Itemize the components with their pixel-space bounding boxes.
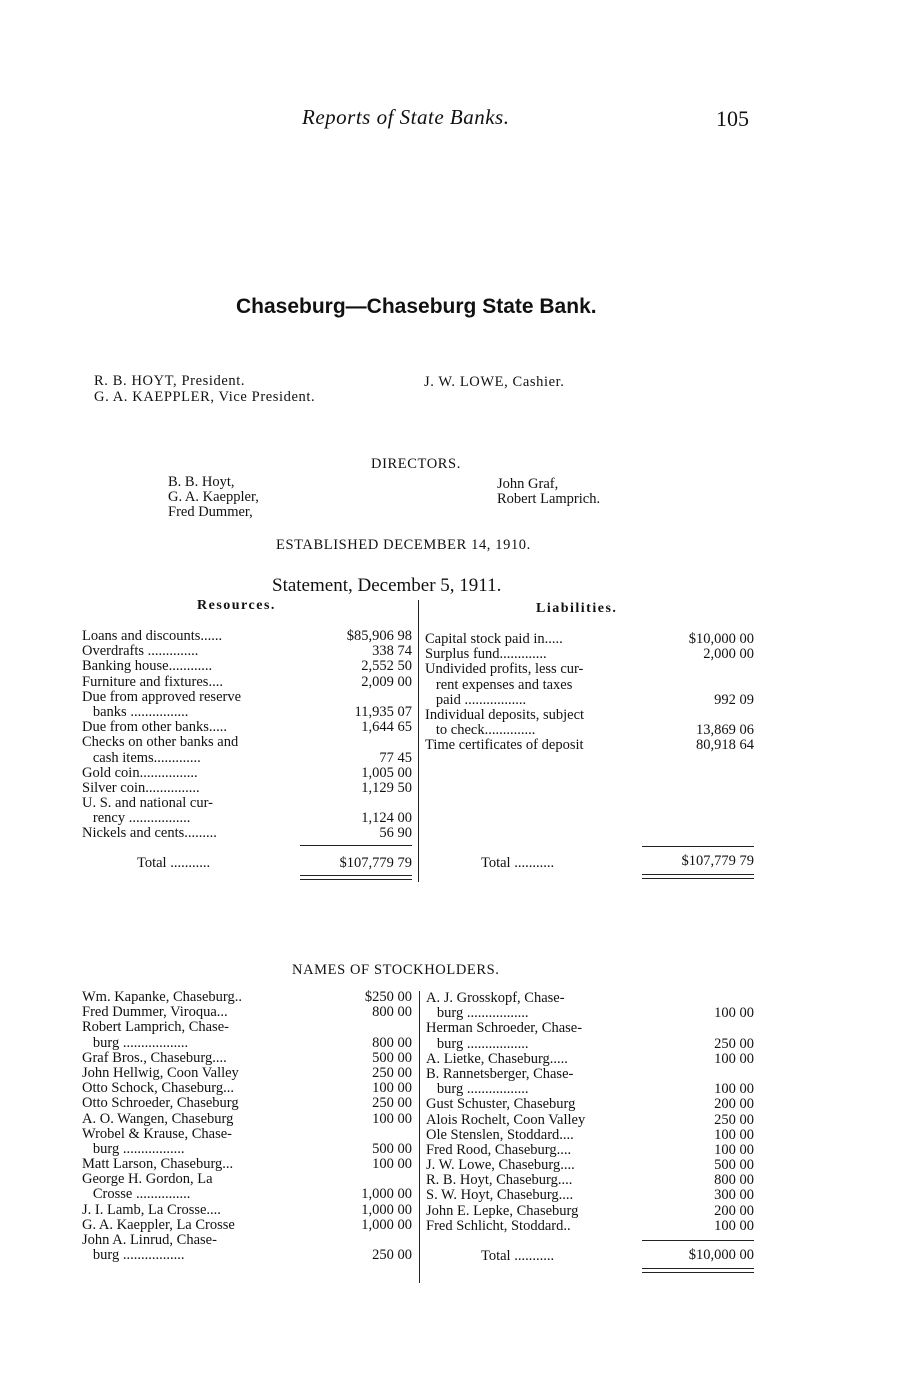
- director-name: G. A. Kaeppler,: [168, 489, 259, 506]
- stockholder-amount: [300, 1233, 412, 1248]
- liability-value: [642, 662, 754, 677]
- resource-value: 1,644 65: [361, 719, 412, 736]
- stockholder-amount: 100 00: [372, 1080, 412, 1097]
- stockholder-amount: 1,000 00: [361, 1201, 412, 1218]
- resources-double-rule-bottom: [300, 879, 412, 880]
- resource-value: [300, 735, 412, 750]
- stockholder-amount: 500 00: [372, 1140, 412, 1157]
- stockholder-amount: 250 00: [372, 1064, 412, 1081]
- stockholders-double-rule-bottom: [642, 1272, 754, 1273]
- statement-heading: Statement, December 5, 1911.: [272, 575, 502, 596]
- stockholder-name: John A. Linrud, Chase-: [82, 1232, 217, 1248]
- stockholder-amount: [300, 1172, 412, 1187]
- officer-vice-president: G. A. KAEPPLER, Vice President.: [94, 389, 316, 405]
- stockholder-amount: 100 00: [714, 1081, 754, 1098]
- director-name: John Graf,: [497, 476, 559, 492]
- resource-label: Nickels and cents.........: [82, 825, 217, 842]
- resource-value: [300, 796, 412, 811]
- stockholder-amount: [300, 1020, 412, 1035]
- liability-label: to check..............: [425, 722, 536, 739]
- stockholder-name: Fred Dummer, Viroqua...: [82, 1004, 228, 1021]
- resource-value: 1,129 50: [361, 779, 412, 796]
- liability-label: Capital stock paid in.....: [425, 631, 563, 647]
- stockholder-name: John Hellwig, Coon Valley: [82, 1064, 239, 1081]
- resources-labels: [82, 629, 241, 842]
- officer-president: R. B. HOYT, President.: [94, 373, 246, 389]
- stockholder-name: Fred Schlicht, Stoddard..: [426, 1217, 571, 1234]
- stockholder-name: S. W. Hoyt, Chaseburg....: [426, 1187, 574, 1204]
- stockholder-name: Otto Schroeder, Chaseburg: [82, 1095, 239, 1112]
- stockholder-amount: 1,000 00: [361, 1186, 412, 1203]
- stockholder-name: burg .................: [82, 1247, 185, 1264]
- stockholder-amount: 100 00: [714, 1126, 754, 1143]
- resource-value: [300, 690, 412, 705]
- running-header-title: Reports of State Banks.: [302, 105, 510, 129]
- resource-value: 2,552 50: [361, 658, 412, 675]
- stockholders-left-values: [300, 990, 412, 1263]
- resource-label: Checks on other banks and: [82, 734, 239, 751]
- stockholder-amount: 100 00: [714, 1141, 754, 1158]
- resource-label: Silver coin...............: [82, 779, 200, 796]
- stockholder-name: Graf Bros., Chaseburg....: [82, 1049, 227, 1066]
- stockholder-amount: 250 00: [714, 1035, 754, 1052]
- liabilities-total-label: Total ...........: [481, 855, 555, 871]
- stockholder-name: Matt Larson, Chaseburg...: [82, 1156, 234, 1173]
- liability-label: Individual deposits, subject: [425, 706, 585, 723]
- resources-double-rule-top: [300, 875, 412, 876]
- stockholder-name: Crosse ...............: [82, 1186, 191, 1203]
- liability-value: [642, 708, 754, 723]
- resource-label: Overdrafts ..............: [82, 643, 199, 660]
- stockholder-name: Gust Schuster, Chaseburg: [426, 1096, 576, 1113]
- stockholder-name: Ole Stenslen, Stoddard....: [426, 1126, 574, 1143]
- liability-value: 80,918 64: [696, 737, 754, 754]
- stockholder-name: Wm. Kapanke, Chaseburg..: [82, 989, 242, 1005]
- stockholders-sum-rule: [642, 1240, 754, 1241]
- liability-label: Surplus fund.............: [425, 646, 547, 663]
- stockholder-name: J. W. Lowe, Chaseburg....: [426, 1157, 575, 1174]
- statement-divider: [418, 600, 419, 882]
- stockholder-amount: 200 00: [714, 1202, 754, 1219]
- stockholder-amount: 250 00: [714, 1111, 754, 1128]
- director-name: B. B. Hoyt,: [168, 474, 235, 490]
- stockholder-amount: 800 00: [714, 1172, 754, 1189]
- established-line: ESTABLISHED DECEMBER 14, 1910.: [276, 537, 531, 553]
- liability-label: rent expenses and taxes: [425, 676, 573, 693]
- stockholder-amount: 100 00: [714, 1005, 754, 1022]
- resource-value: 338 74: [372, 643, 412, 660]
- resource-label: Due from approved reserve: [82, 688, 242, 705]
- stockholder-name: burg .................: [426, 1081, 529, 1098]
- resource-value: 1,005 00: [361, 764, 412, 781]
- stockholder-amount: 250 00: [372, 1247, 412, 1264]
- director-name: Robert Lamprich.: [497, 491, 601, 508]
- resource-value: 56 90: [379, 825, 412, 842]
- liabilities-values: [642, 632, 754, 754]
- resource-label: Loans and discounts......: [82, 628, 223, 644]
- directors-left-list: [168, 475, 259, 521]
- bank-title: Chaseburg—Chaseburg State Bank.: [236, 295, 597, 318]
- resource-label: cash items.............: [82, 749, 201, 766]
- stockholder-amount: 100 00: [372, 1156, 412, 1173]
- resources-values: [300, 629, 412, 842]
- stockholder-amount: 800 00: [372, 1004, 412, 1021]
- stockholder-name: B. Rannetsberger, Chase-: [426, 1065, 574, 1082]
- director-name: Fred Dummer,: [168, 504, 253, 521]
- resource-value: 77 45: [379, 749, 412, 766]
- stockholder-name: A. O. Wangen, Chaseburg: [82, 1110, 234, 1127]
- stockholder-name: Wrobel & Krause, Chase-: [82, 1125, 233, 1142]
- stockholder-amount: 500 00: [372, 1049, 412, 1066]
- stockholder-amount: 800 00: [372, 1034, 412, 1051]
- stockholder-amount: 200 00: [714, 1096, 754, 1113]
- stockholder-amount: 250 00: [372, 1095, 412, 1112]
- stockholder-name: J. I. Lamb, La Crosse....: [82, 1201, 221, 1218]
- stockholder-name: burg .................: [426, 1035, 529, 1052]
- stockholder-amount: [642, 1021, 754, 1036]
- stockholder-name: burg .................: [426, 1005, 529, 1022]
- resource-label: rency .................: [82, 810, 191, 827]
- stockholders-divider: [419, 991, 420, 1283]
- directors-right-list: [497, 477, 600, 507]
- stockholders-double-rule-top: [642, 1268, 754, 1269]
- stockholder-amount: $250 00: [364, 989, 412, 1005]
- resource-value: $85,906 98: [346, 628, 412, 644]
- stockholder-amount: [642, 991, 754, 1006]
- page-number: 105: [716, 106, 749, 131]
- liabilities-sum-rule: [642, 846, 754, 847]
- stockholder-name: G. A. Kaeppler, La Crosse: [82, 1216, 235, 1233]
- resource-label: banks ................: [82, 703, 189, 720]
- liability-value: [642, 678, 754, 693]
- stockholder-amount: 100 00: [714, 1217, 754, 1234]
- stockholder-name: Herman Schroeder, Chase-: [426, 1020, 583, 1037]
- stockholder-name: Robert Lamprich, Chase-: [82, 1019, 229, 1036]
- liability-value: 13,869 06: [696, 722, 754, 739]
- stockholder-name: burg ..................: [82, 1034, 189, 1051]
- stockholder-amount: 100 00: [372, 1110, 412, 1127]
- resource-label: Banking house............: [82, 658, 213, 675]
- liabilities-double-rule-top: [642, 874, 754, 875]
- stockholder-name: A. Lietke, Chaseburg.....: [426, 1050, 568, 1067]
- stockholders-heading: NAMES OF STOCKHOLDERS.: [292, 962, 500, 978]
- stockholders-right-labels: [426, 991, 585, 1234]
- liability-value: 992 09: [714, 691, 754, 708]
- resource-label: Gold coin................: [82, 764, 198, 781]
- stockholder-name: R. B. Hoyt, Chaseburg....: [426, 1172, 573, 1189]
- resources-sum-rule: [300, 845, 412, 846]
- stockholder-amount: [642, 1067, 754, 1082]
- stockholders-total-value: $10,000 00: [688, 1247, 754, 1263]
- resources-heading: Resources.: [197, 598, 276, 613]
- stockholders-right-values: [642, 991, 754, 1234]
- liabilities-labels: [425, 632, 584, 754]
- stockholder-name: burg .................: [82, 1140, 185, 1157]
- liability-label: Time certificates of deposit: [425, 737, 584, 754]
- resource-label: Due from other banks.....: [82, 719, 227, 736]
- officer-cashier: J. W. LOWE, Cashier.: [424, 374, 565, 390]
- resource-value: 1,124 00: [361, 810, 412, 827]
- liability-label: Undivided profits, less cur-: [425, 661, 584, 678]
- stockholder-name: Alois Rochelt, Coon Valley: [426, 1111, 586, 1128]
- stockholder-name: George H. Gordon, La: [82, 1171, 213, 1188]
- stockholder-amount: 100 00: [714, 1050, 754, 1067]
- resource-value: 11,935 07: [354, 703, 412, 720]
- stockholder-name: Otto Schock, Chaseburg...: [82, 1080, 234, 1097]
- liabilities-heading: Liabilities.: [536, 601, 618, 616]
- liability-value: $10,000 00: [688, 631, 754, 647]
- resource-label: Furniture and fixtures....: [82, 673, 223, 690]
- liability-value: 2,000 00: [703, 646, 754, 663]
- stockholder-amount: 1,000 00: [361, 1216, 412, 1233]
- stockholder-name: A. J. Grosskopf, Chase-: [426, 990, 565, 1006]
- stockholder-name: John E. Lepke, Chaseburg: [426, 1202, 579, 1219]
- liabilities-double-rule-bottom: [642, 878, 754, 879]
- liability-label: paid .................: [425, 691, 527, 708]
- resource-label: U. S. and national cur-: [82, 795, 213, 812]
- stockholders-total-label: Total ...........: [481, 1248, 555, 1264]
- resources-total-label: Total ...........: [137, 855, 211, 871]
- stockholders-left-labels: [82, 990, 242, 1263]
- liabilities-total-value: $107,779 79: [681, 853, 754, 869]
- stockholder-name: Fred Rood, Chaseburg....: [426, 1141, 572, 1158]
- stockholder-amount: 500 00: [714, 1157, 754, 1174]
- stockholder-amount: [300, 1127, 412, 1142]
- resources-total-value: $107,779 79: [339, 855, 412, 871]
- resource-value: 2,009 00: [361, 673, 412, 690]
- stockholder-amount: 300 00: [714, 1187, 754, 1204]
- directors-heading: DIRECTORS.: [371, 456, 461, 472]
